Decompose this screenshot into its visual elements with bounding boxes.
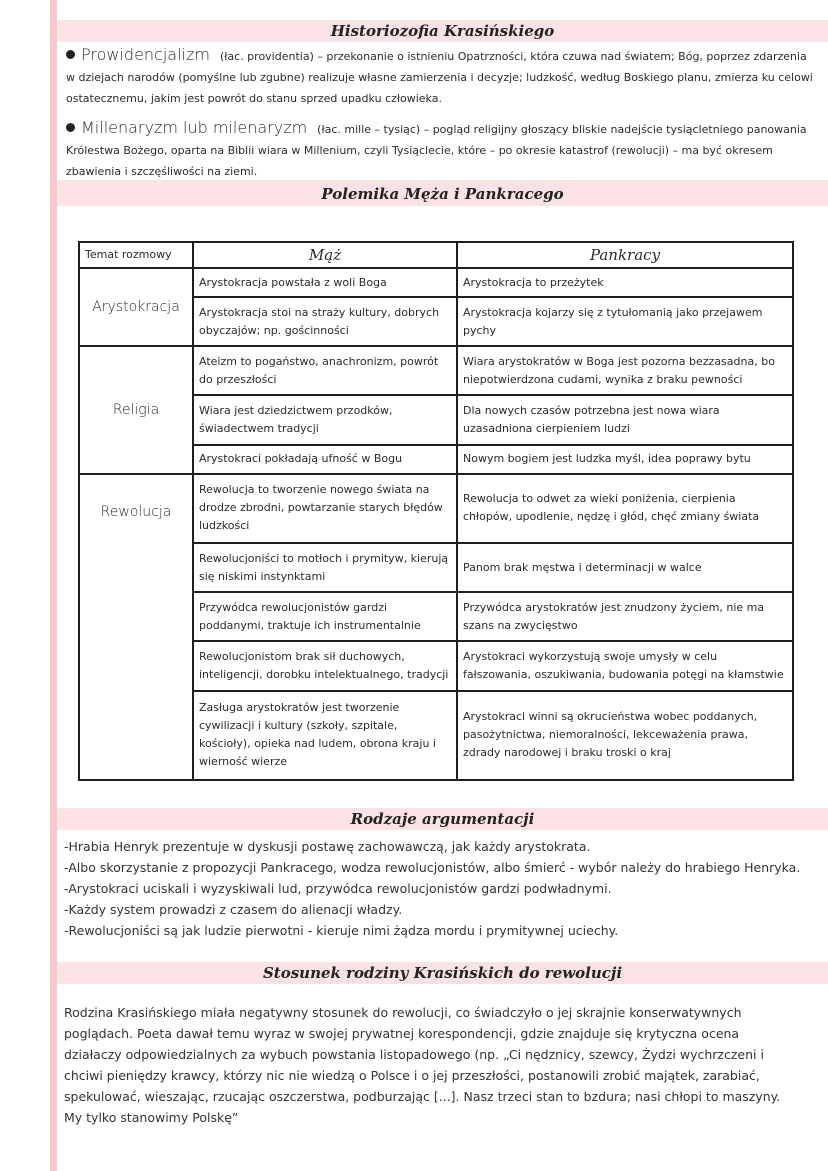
cell-pankracy: Arystokraci winni są okrucieństwa wobec poddanych, pasożytnictwa, niemoralności, lekceważenia prawa, zdrady narodowej i braku troski o kraj [457,691,793,780]
cell-maz: Zasługa arystokratów jest tworzenie cywilizacji i kultury (szkoły, szpitale, kościoły), opieka nad ludem, obrona kraju i wierność wierze [193,691,457,780]
cell-pankracy: Arystokraci wykorzystują swoje umysły w celu fałszowania, oszukiwania, budowania potęgi na kłamstwie [457,641,793,690]
cell-maz: Arystokracja powstała z woli Boga [193,268,457,297]
section-title-polemika: Polemika Męża i Pankracego [321,185,564,203]
header-maz: Mąż [193,242,457,268]
cell-pankracy: Panom brak męstwa i determinacji w walce [457,543,793,592]
cell-maz: Wiara jest dziedzictwem przodków, świadectwem tradycji [193,395,457,444]
topic-arystokracja: Arystokracja [79,268,193,346]
cell-maz: Rewolucja to tworzenie nowego świata na drodze zbrodni, powtarzanie starych błędów ludzkości [193,474,457,543]
section-title-historiozofia: Historiozofia Krasińskiego [330,22,555,40]
topic-religia: Religia [79,346,193,473]
page-margin-line [50,0,57,1171]
term-definition: (łac. providentia) – przekonanie o istnieniu Opatrzności, która czuwa nad światem; Bóg, poprzez zdarzenia w dziejach narodów (pomyślne lub zgubne) realizuje własne zamierzenia i decyzje; ludzkość, według Boskiego planu, zmierza ku celowi ostatecznemu, jakim jest powrót do stanu sprzed upadku człowieka. [66,50,813,105]
section-title-argumentacja: Rodzaje argumentacji [350,810,535,828]
section-title-stosunek: Stosunek rodziny Krasińskich do rewolucji [262,964,623,982]
cell-maz: Przywódca rewolucjonistów gardzi poddanymi, traktuje ich instrumentalnie [193,592,457,641]
family-attitude-paragraph: Rodzina Krasińskiego miała negatywny stosunek do rewolucji, co świadczyło o jej skrajnie konserwatywnych poglądach. Poeta dawał temu wyraz w swojej prywatnej korespondencji, gdzie znajduje się krytyczna ocena działaczy odpowiedzialnych za wybuch powstania listopadowego (np. „Ci nędznicy, szewcy, Żydzi wychrzczeni i chciwi pieniędzy krawcy, którzy nic nie wiedzą o Polsce i o jej przeszłości, postanowili zrobić majątek, zarabiać, spekulować, wieszając, rzucając oszczerstwa, podburzając [...]. Nasz trzeci stan to bzdura; nasi chłopi to maszyny. My tylko stanowimy Polskę” [64,1005,781,1125]
cell-maz: Rewolucjonistom brak sił duchowych, inteligencji, dorobku intelektualnego, tradycji [193,641,457,690]
cell-maz: Arystokracja stoi na straży kultury, dobrych obyczajów; np. gościnności [193,297,457,346]
cell-pankracy: Dla nowych czasów potrzebna jest nowa wiara uzasadniona cierpieniem ludzi [457,395,793,444]
cell-pankracy: Arystokracja kojarzy się z tytułomanią jako przejawem pychy [457,297,793,346]
cell-pankracy: Wiara arystokratów w Boga jest pozorna bezzasadna, bo niepotwierdzona cudami, wynika z braku pewności [457,346,793,395]
argument-line: -Albo skorzystanie z propozycji Pankracego, wodza rewolucjonistów, albo śmierć - wybór należy do hrabiego Henryka. [64,860,801,875]
term-label: Prowidencjalizm [81,45,210,64]
table-header-row [79,242,793,268]
topic-rewolucja: Rewolucja [79,474,193,780]
polemic-table [78,241,794,781]
argument-line: -Rewolucjoniści są jak ludzie pierwotni - kieruje nimi żądza mordu i prymitywnej uciechy. [64,923,619,938]
cell-pankracy: Nowym bogiem jest ludzka myśl, idea poprawy bytu [457,445,793,474]
argument-list [64,836,812,941]
cell-pankracy: Przywódca arystokratów jest znudzony życiem, nie ma szans na zwycięstwo [457,592,793,641]
cell-maz: Arystokraci pokładają ufność w Bogu [193,445,457,474]
table-row [79,346,793,395]
bullet-icon [66,123,75,132]
cell-pankracy: Arystokracja to przeżytek [457,268,793,297]
cell-pankracy: Rewolucja to odwet za wieki poniżenia, cierpienia chłopów, upodlenie, nędzę i głód, chęć zmiany świata [457,474,793,543]
bullet-icon [66,50,75,59]
cell-maz: Ateizm to pogaństwo, anachronizm, powrót do przeszłości [193,346,457,395]
bullet-prowidencjalizm [66,44,816,109]
argument-line: -Każdy system prowadzi z czasem do alienacji władzy. [64,902,403,917]
cell-maz: Rewolucjoniści to motłoch i prymityw, kierują się niskimi instynktami [193,543,457,592]
header-pankracy: Pankracy [457,242,793,268]
argument-line: -Arystokraci uciskali i wyzyskiwali lud, przywódca rewolucjonistów gardzi podwładnymi. [64,881,612,896]
term-label: Millenaryzm lub milenaryzm [81,118,308,137]
bullet-millenaryzm [66,117,816,182]
term-definition: (łac. mille – tysiąc) – pogląd religijny głoszący bliskie nadejście tysiącletniego panowania Królestwa Bożego, oparta na Biblii wiara w Millenium, czyli Tysiąclecie, które – po okresie katastrof (rewolucji) – ma być okresem zbawienia i szczęśliwości na ziemi. [66,123,807,178]
header-topic: Temat rozmowy [79,242,193,268]
table-row [79,268,793,297]
table-row [79,474,793,543]
argument-line: -Hrabia Henryk prezentuje w dyskusji postawę zachowawczą, jak każdy arystokrata. [64,839,591,854]
